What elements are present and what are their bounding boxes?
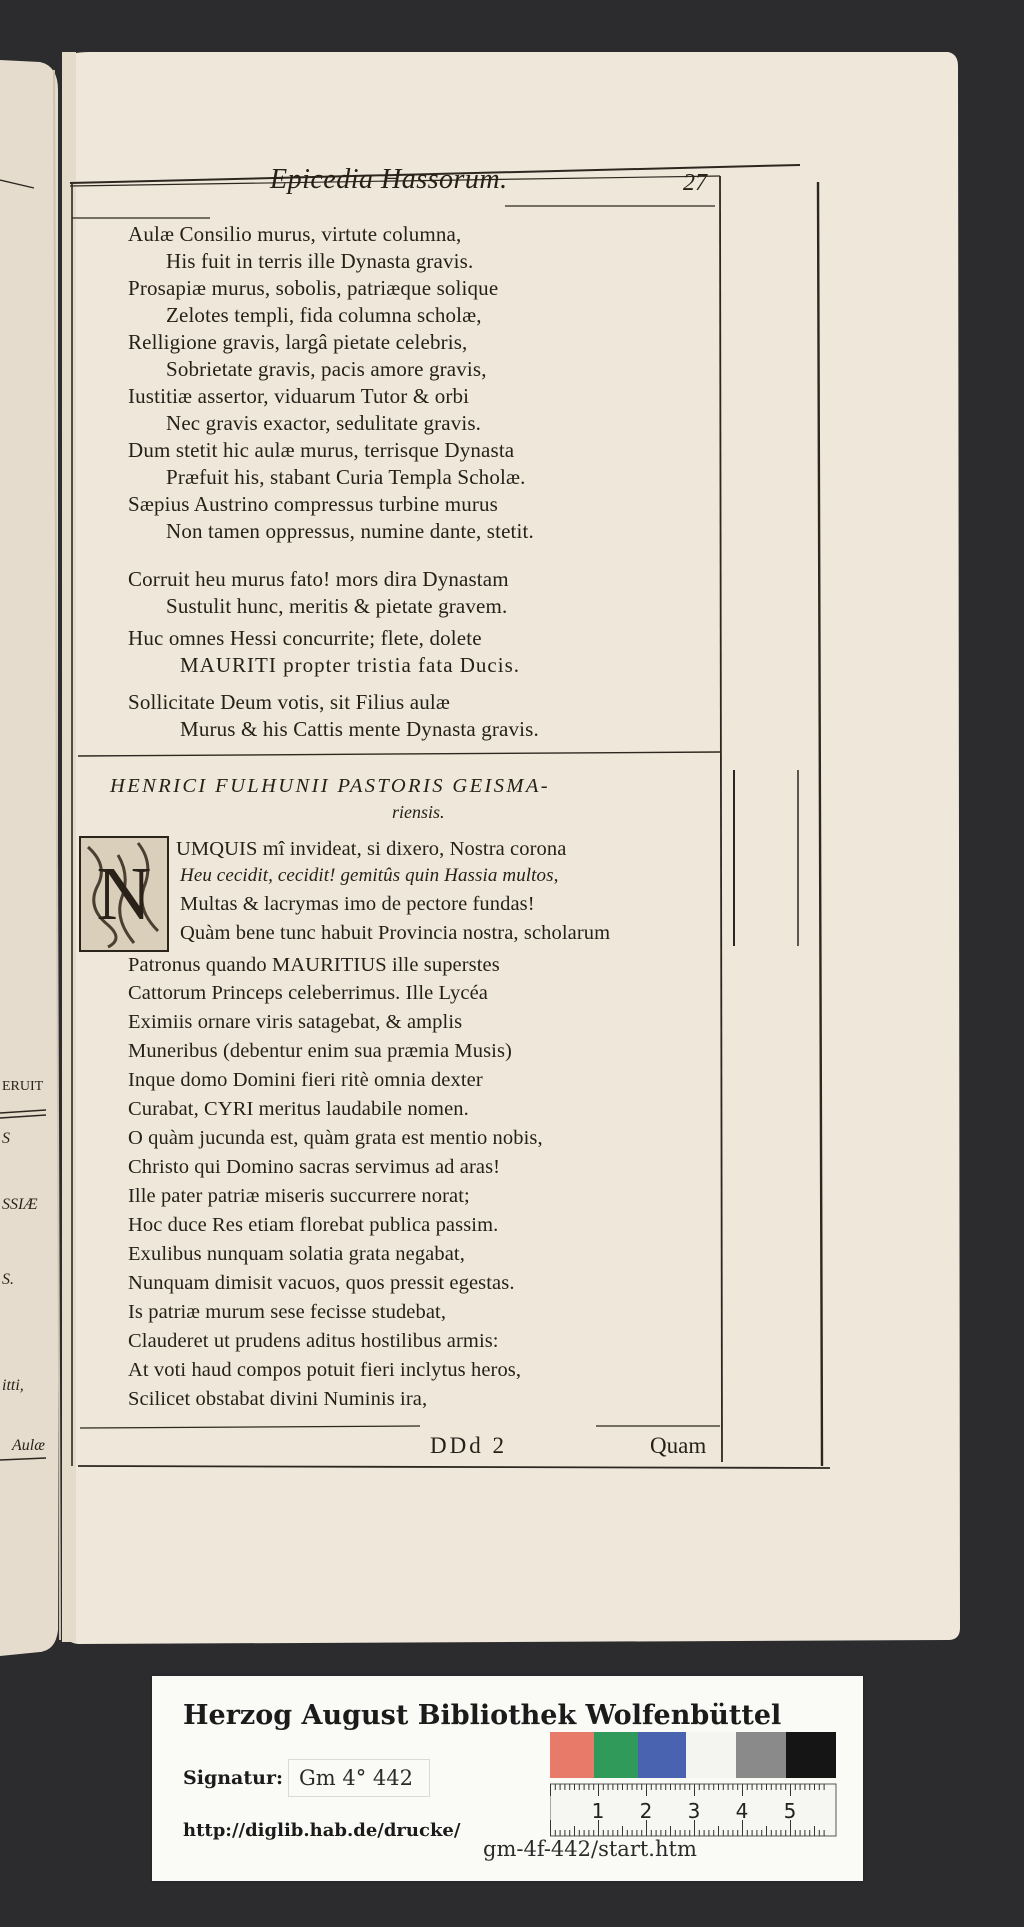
poem-line: MAURITI propter tristia fata Ducis. xyxy=(180,653,521,677)
prose-line: Nunquam dimisit vacuos, quos pressit egestas. xyxy=(128,1272,515,1294)
color-patch-gray xyxy=(736,1732,786,1778)
poem-line: Dum stetit hic aulæ murus, terrisque Dynasta xyxy=(128,438,515,462)
library-label-card xyxy=(152,1676,863,1881)
prose-line: Clauderet ut prudens aditus hostilibus armis: xyxy=(128,1330,499,1352)
color-patch-red xyxy=(550,1732,594,1778)
fragment-text: SSIÆ xyxy=(2,1196,38,1213)
prose-line: Inque domo Domini fieri ritè omnia dexter xyxy=(128,1069,483,1091)
prose-line: Patronus quando MAURITIUS ille superstes xyxy=(128,954,500,976)
ornamental-initial-n xyxy=(78,835,170,953)
prose-line: Scilicet obstabat divini Numinis ira, xyxy=(128,1388,428,1410)
poem-line: Murus & his Cattis mente Dynasta gravis. xyxy=(180,717,539,741)
page-number: 27 xyxy=(683,170,707,196)
prose-line: Quàm bene tunc habuit Provincia nostra, scholarum xyxy=(180,922,611,944)
prose-line: Cattorum Princeps celeberrimus. Ille Lycéa xyxy=(128,982,488,1004)
poem-line: Sobrietate gravis, pacis amore gravis, xyxy=(166,357,487,381)
svg-text:N: N xyxy=(96,852,152,936)
prose-line: O quàm jucunda est, quàm grata est mentio nobis, xyxy=(128,1127,543,1149)
ruler-number: 4 xyxy=(735,1799,749,1823)
prose-line: Muneribus (debentur enim sua præmia Musis) xyxy=(128,1040,512,1062)
signature-mark: DDd 2 xyxy=(430,1433,507,1458)
signatur-value: Gm 4° 442 xyxy=(299,1766,413,1790)
prose-line: Exulibus nunquam solatia grata negabat, xyxy=(128,1243,465,1265)
prose-line: Is patriæ murum sese fecisse studebat, xyxy=(128,1301,447,1323)
fragment-text: itti, xyxy=(2,1377,24,1394)
poem-line: Non tamen oppressus, numine dante, stetit. xyxy=(166,519,534,543)
poem-line: Relligione gravis, largâ pietate celebris, xyxy=(128,330,468,354)
fragment-text: S. xyxy=(2,1271,14,1288)
poem-line: Huc omnes Hessi concurrite; flete, dolete xyxy=(128,626,482,650)
poem-line: Prosapiæ murus, sobolis, patriæque solique xyxy=(128,276,499,300)
ruler-number: 5 xyxy=(783,1799,797,1823)
fragment-text: ERUIT xyxy=(2,1079,44,1094)
prose-line: At voti haud compos potuit fieri inclytus heros, xyxy=(128,1359,522,1381)
prose-line: Eximiis ornare viris satagebat, & amplis xyxy=(128,1011,463,1033)
prose-line: Hoc duce Res etiam florebat publica passim. xyxy=(128,1214,499,1236)
poem-line: Iustitiæ assertor, viduarum Tutor & orbi xyxy=(128,384,470,408)
poem-line: Zelotes templi, fida columna scholæ, xyxy=(166,303,482,327)
poem-line: Aulæ Consilio murus, virtute columna, xyxy=(128,222,462,246)
poem-line: Corruit heu murus fato! mors dira Dynastam xyxy=(128,567,509,591)
fragment-text: S xyxy=(2,1130,10,1147)
poem-line: Præfuit his, stabant Curia Templa Scholæ. xyxy=(166,465,526,489)
library-name: Herzog August Bibliothek Wolfenbüttel xyxy=(183,1700,782,1731)
prose-line: Christo qui Domino sacras servimus ad aras! xyxy=(128,1156,501,1178)
poem-line: Sollicitate Deum votis, sit Filius aulæ xyxy=(128,690,451,714)
poem-line: Sustulit hunc, meritis & pietate gravem. xyxy=(166,594,508,618)
color-patch-black xyxy=(786,1732,836,1778)
ruler-number: 2 xyxy=(639,1799,653,1823)
section-heading: HENRICI FULHUNII PASTORIS GEISMA- xyxy=(110,775,551,797)
color-calibration-strip xyxy=(550,1732,838,1840)
color-patch-blue xyxy=(638,1732,686,1778)
poem-line: Nec gravis exactor, sedulitate gravis. xyxy=(166,411,482,435)
section-heading-continued: riensis. xyxy=(392,802,445,822)
poem-line: His fuit in terris ille Dynasta gravis. xyxy=(166,249,474,273)
prose-line: Multas & lacrymas imo de pectore fundas! xyxy=(180,893,535,915)
url-base: http://diglib.hab.de/drucke/ xyxy=(183,1820,461,1841)
poem-line: Sæpius Austrino compressus turbine murus xyxy=(128,492,499,516)
prose-line: Heu cecidit, cecidit! gemitûs quin Hassia multos, xyxy=(180,865,559,886)
prose-line: UMQUIS mî invideat, si dixero, Nostra corona xyxy=(176,838,567,860)
signatur-label: Signatur: xyxy=(183,1767,283,1789)
color-patch-white xyxy=(686,1732,736,1778)
url-path: gm-4f-442/start.htm xyxy=(483,1837,697,1861)
catchword: Quam xyxy=(650,1433,707,1458)
ruler-number: 3 xyxy=(687,1799,701,1823)
fragment-text: Aulæ xyxy=(12,1437,45,1454)
ruler-number: 1 xyxy=(591,1799,605,1823)
color-patch-green xyxy=(594,1732,638,1778)
running-title: Epicedia Hassorum. xyxy=(270,164,508,195)
prose-line: Curabat, CYRI meritus laudabile nomen. xyxy=(128,1098,469,1120)
prose-line: Ille pater patriæ miseris succurrere norat; xyxy=(128,1185,470,1207)
